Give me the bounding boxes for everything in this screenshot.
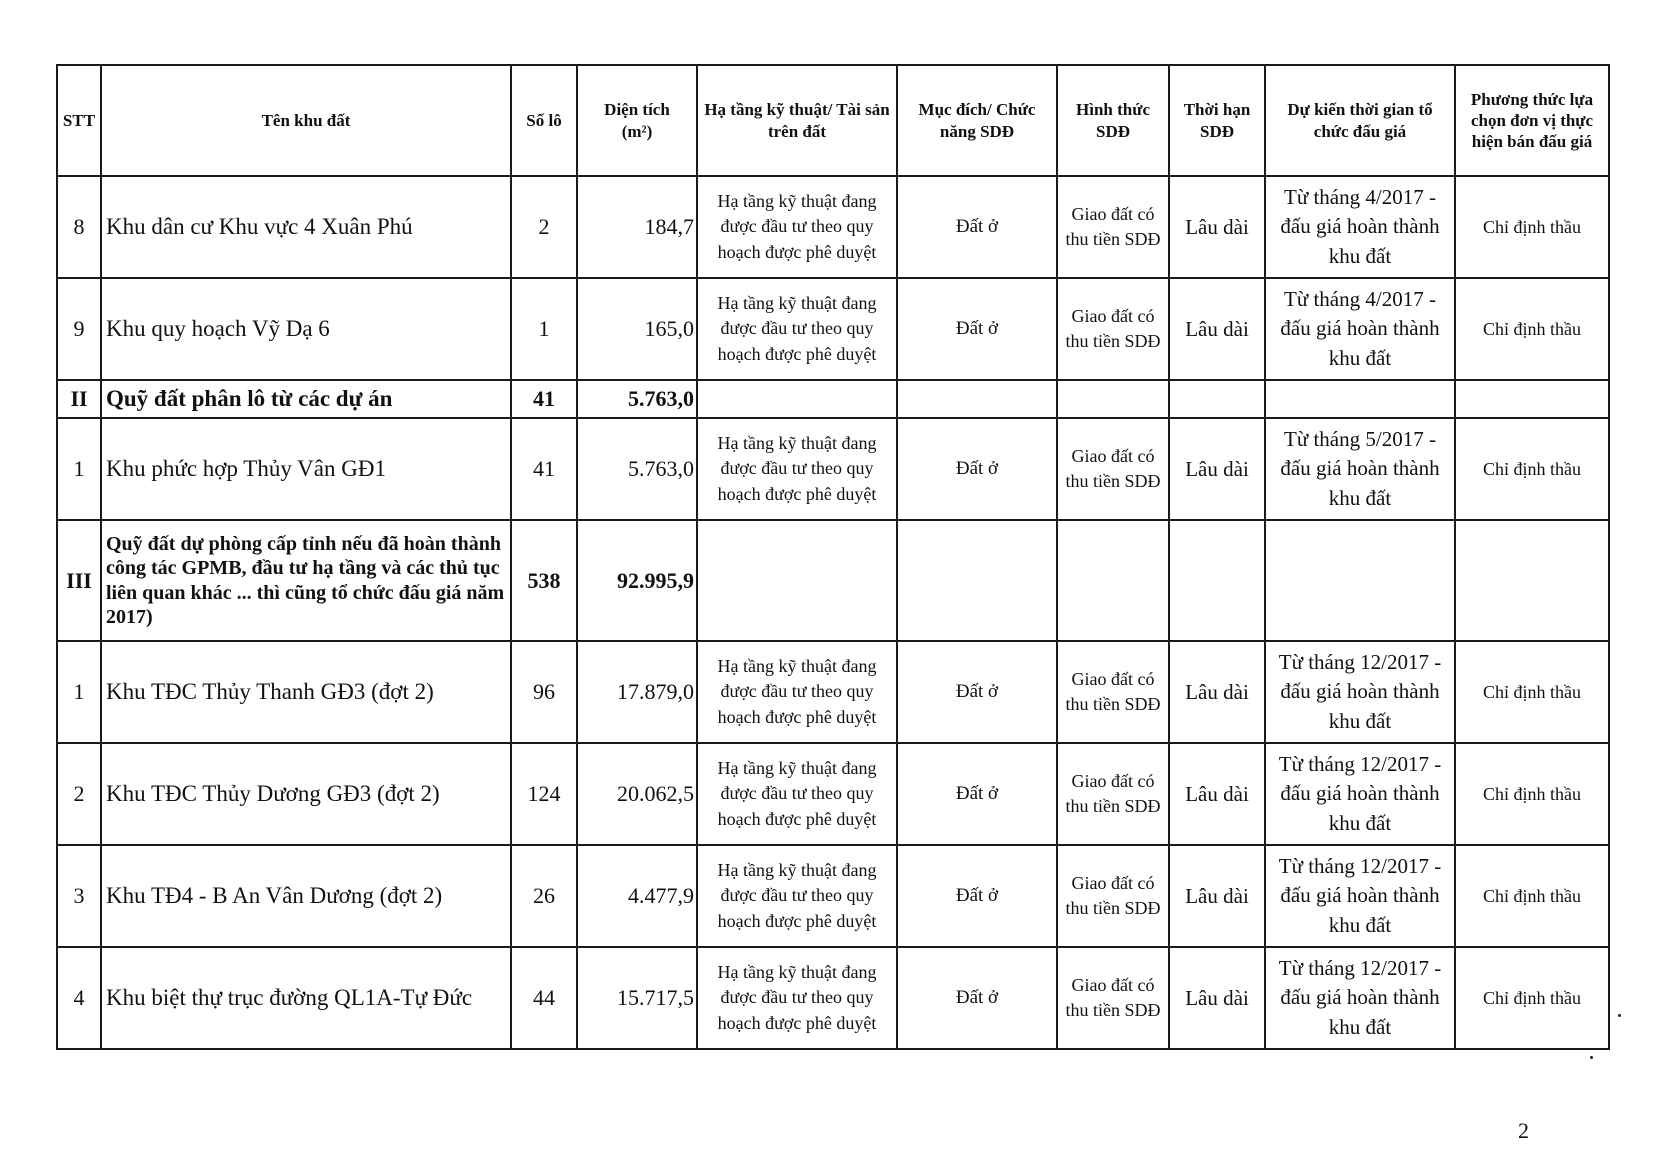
cell-hinh-thuc: Giao đất có thu tiền SDĐ <box>1057 641 1169 743</box>
cell-hinh-thuc: Giao đất có thu tiền SDĐ <box>1057 176 1169 278</box>
cell-thoi-han: Lâu dài <box>1169 418 1265 520</box>
cell-muc-dich: Đất ở <box>897 947 1057 1049</box>
cell-du-kien: Từ tháng 12/2017 - đấu giá hoàn thành khu đất <box>1265 641 1455 743</box>
table-row <box>57 947 1609 1049</box>
cell-empty <box>1169 380 1265 418</box>
cell-empty <box>697 380 897 418</box>
cell-stt: II <box>57 380 101 418</box>
header-ten-khu-dat: Tên khu đất <box>101 65 511 176</box>
header-hinh-thuc: Hình thức SDĐ <box>1057 65 1169 176</box>
cell-empty <box>1265 520 1455 641</box>
land-auction-table <box>56 64 1610 1050</box>
header-phuong-thuc: Phương thức lựa chọn đơn vị thực hiện bán đấu giá <box>1455 65 1609 176</box>
cell-area: 165,0 <box>577 278 697 380</box>
table-row <box>57 176 1609 278</box>
cell-name: Khu dân cư Khu vực 4 Xuân Phú <box>101 176 511 278</box>
cell-du-kien: Từ tháng 4/2017 - đấu giá hoàn thành khu đất <box>1265 176 1455 278</box>
cell-empty <box>1455 520 1609 641</box>
cell-ha-tang: Hạ tầng kỹ thuật đang được đầu tư theo quy hoạch được phê duyệt <box>697 845 897 947</box>
cell-hinh-thuc: Giao đất có thu tiền SDĐ <box>1057 418 1169 520</box>
cell-name: Khu TĐC Thủy Dương GĐ3 (đợt 2) <box>101 743 511 845</box>
cell-phuong-thuc: Chỉ định thầu <box>1455 947 1609 1049</box>
cell-phuong-thuc: Chỉ định thầu <box>1455 418 1609 520</box>
cell-phuong-thuc: Chỉ định thầu <box>1455 176 1609 278</box>
cell-muc-dich: Đất ở <box>897 176 1057 278</box>
cell-so-lo: 26 <box>511 845 577 947</box>
cell-thoi-han: Lâu dài <box>1169 176 1265 278</box>
cell-stt: 4 <box>57 947 101 1049</box>
cell-ha-tang: Hạ tầng kỹ thuật đang được đầu tư theo quy hoạch được phê duyệt <box>697 176 897 278</box>
cell-thoi-han: Lâu dài <box>1169 743 1265 845</box>
cell-area: 15.717,5 <box>577 947 697 1049</box>
cell-so-lo: 41 <box>511 380 577 418</box>
cell-ha-tang: Hạ tầng kỹ thuật đang được đầu tư theo quy hoạch được phê duyệt <box>697 418 897 520</box>
cell-phuong-thuc: Chỉ định thầu <box>1455 743 1609 845</box>
cell-ha-tang: Hạ tầng kỹ thuật đang được đầu tư theo quy hoạch được phê duyệt <box>697 641 897 743</box>
cell-area: 20.062,5 <box>577 743 697 845</box>
cell-empty <box>697 520 897 641</box>
cell-du-kien: Từ tháng 12/2017 - đấu giá hoàn thành khu đất <box>1265 743 1455 845</box>
cell-hinh-thuc: Giao đất có thu tiền SDĐ <box>1057 278 1169 380</box>
cell-stt: 8 <box>57 176 101 278</box>
cell-name: Khu quy hoạch Vỹ Dạ 6 <box>101 278 511 380</box>
table-row <box>57 418 1609 520</box>
cell-muc-dich: Đất ở <box>897 743 1057 845</box>
header-du-kien: Dự kiến thời gian tổ chức đấu giá <box>1265 65 1455 176</box>
cell-empty <box>1057 520 1169 641</box>
cell-hinh-thuc: Giao đất có thu tiền SDĐ <box>1057 743 1169 845</box>
cell-empty <box>1455 380 1609 418</box>
cell-thoi-han: Lâu dài <box>1169 845 1265 947</box>
cell-name: Khu phức hợp Thủy Vân GĐ1 <box>101 418 511 520</box>
cell-thoi-han: Lâu dài <box>1169 278 1265 380</box>
cell-du-kien: Từ tháng 12/2017 - đấu giá hoàn thành khu đất <box>1265 845 1455 947</box>
cell-muc-dich: Đất ở <box>897 845 1057 947</box>
cell-stt: 3 <box>57 845 101 947</box>
cell-stt: 2 <box>57 743 101 845</box>
cell-muc-dich: Đất ở <box>897 278 1057 380</box>
cell-muc-dich: Đất ở <box>897 418 1057 520</box>
cell-stt: 1 <box>57 418 101 520</box>
table-row <box>57 845 1609 947</box>
cell-stt: 1 <box>57 641 101 743</box>
cell-area: 92.995,9 <box>577 520 697 641</box>
cell-hinh-thuc: Giao đất có thu tiền SDĐ <box>1057 845 1169 947</box>
cell-thoi-han: Lâu dài <box>1169 641 1265 743</box>
cell-thoi-han: Lâu dài <box>1169 947 1265 1049</box>
cell-empty <box>1057 380 1169 418</box>
header-row <box>57 65 1609 176</box>
cell-so-lo: 2 <box>511 176 577 278</box>
cell-so-lo: 41 <box>511 418 577 520</box>
cell-name: Khu biệt thự trục đường QL1A-Tự Đức <box>101 947 511 1049</box>
cell-du-kien: Từ tháng 5/2017 - đấu giá hoàn thành khu đất <box>1265 418 1455 520</box>
table-row <box>57 641 1609 743</box>
header-dien-tich-label: Diện tích <box>604 100 670 120</box>
scan-speck <box>1590 1056 1593 1059</box>
header-dien-tich <box>577 65 697 176</box>
cell-area: 4.477,9 <box>577 845 697 947</box>
cell-ha-tang: Hạ tầng kỹ thuật đang được đầu tư theo quy hoạch được phê duyệt <box>697 743 897 845</box>
cell-du-kien: Từ tháng 12/2017 - đấu giá hoàn thành khu đất <box>1265 947 1455 1049</box>
cell-empty <box>897 380 1057 418</box>
scan-speck <box>1618 1014 1621 1017</box>
cell-stt: III <box>57 520 101 641</box>
cell-ha-tang: Hạ tầng kỹ thuật đang được đầu tư theo quy hoạch được phê duyệt <box>697 947 897 1049</box>
header-dien-tich-unit: (m²) <box>621 121 653 141</box>
header-muc-dich: Mục đích/ Chức năng SDĐ <box>897 65 1057 176</box>
cell-area: 17.879,0 <box>577 641 697 743</box>
cell-area: 184,7 <box>577 176 697 278</box>
cell-empty <box>1169 520 1265 641</box>
cell-empty <box>897 520 1057 641</box>
header-stt: STT <box>57 65 101 176</box>
section-row <box>57 380 1609 418</box>
cell-so-lo: 538 <box>511 520 577 641</box>
cell-area: 5.763,0 <box>577 418 697 520</box>
cell-name: Quỹ đất dự phòng cấp tỉnh nếu đã hoàn thành công tác GPMB, đầu tư hạ tầng và các thủ tục liên quan khác ... thì cũng tổ chức đấu giá năm 2017) <box>101 520 511 641</box>
cell-so-lo: 1 <box>511 278 577 380</box>
cell-area: 5.763,0 <box>577 380 697 418</box>
cell-du-kien: Từ tháng 4/2017 - đấu giá hoàn thành khu đất <box>1265 278 1455 380</box>
cell-phuong-thuc: Chỉ định thầu <box>1455 641 1609 743</box>
section-row <box>57 520 1609 641</box>
cell-so-lo: 96 <box>511 641 577 743</box>
page-number: 2 <box>1518 1118 1529 1143</box>
cell-empty <box>1265 380 1455 418</box>
cell-hinh-thuc: Giao đất có thu tiền SDĐ <box>1057 947 1169 1049</box>
table-row <box>57 743 1609 845</box>
cell-so-lo: 44 <box>511 947 577 1049</box>
cell-phuong-thuc: Chỉ định thầu <box>1455 278 1609 380</box>
cell-so-lo: 124 <box>511 743 577 845</box>
cell-muc-dich: Đất ở <box>897 641 1057 743</box>
cell-stt: 9 <box>57 278 101 380</box>
header-thoi-han: Thời hạn SDĐ <box>1169 65 1265 176</box>
cell-name: Quỹ đất phân lô từ các dự án <box>101 380 511 418</box>
header-ha-tang: Hạ tầng kỹ thuật/ Tài sản trên đất <box>697 65 897 176</box>
cell-ha-tang: Hạ tầng kỹ thuật đang được đầu tư theo quy hoạch được phê duyệt <box>697 278 897 380</box>
land-auction-table-container <box>56 64 1608 1050</box>
cell-name: Khu TĐC Thủy Thanh GĐ3 (đợt 2) <box>101 641 511 743</box>
cell-phuong-thuc: Chỉ định thầu <box>1455 845 1609 947</box>
table-row <box>57 278 1609 380</box>
header-so-lo: Số lô <box>511 65 577 176</box>
cell-name: Khu TĐ4 - B An Vân Dương (đợt 2) <box>101 845 511 947</box>
